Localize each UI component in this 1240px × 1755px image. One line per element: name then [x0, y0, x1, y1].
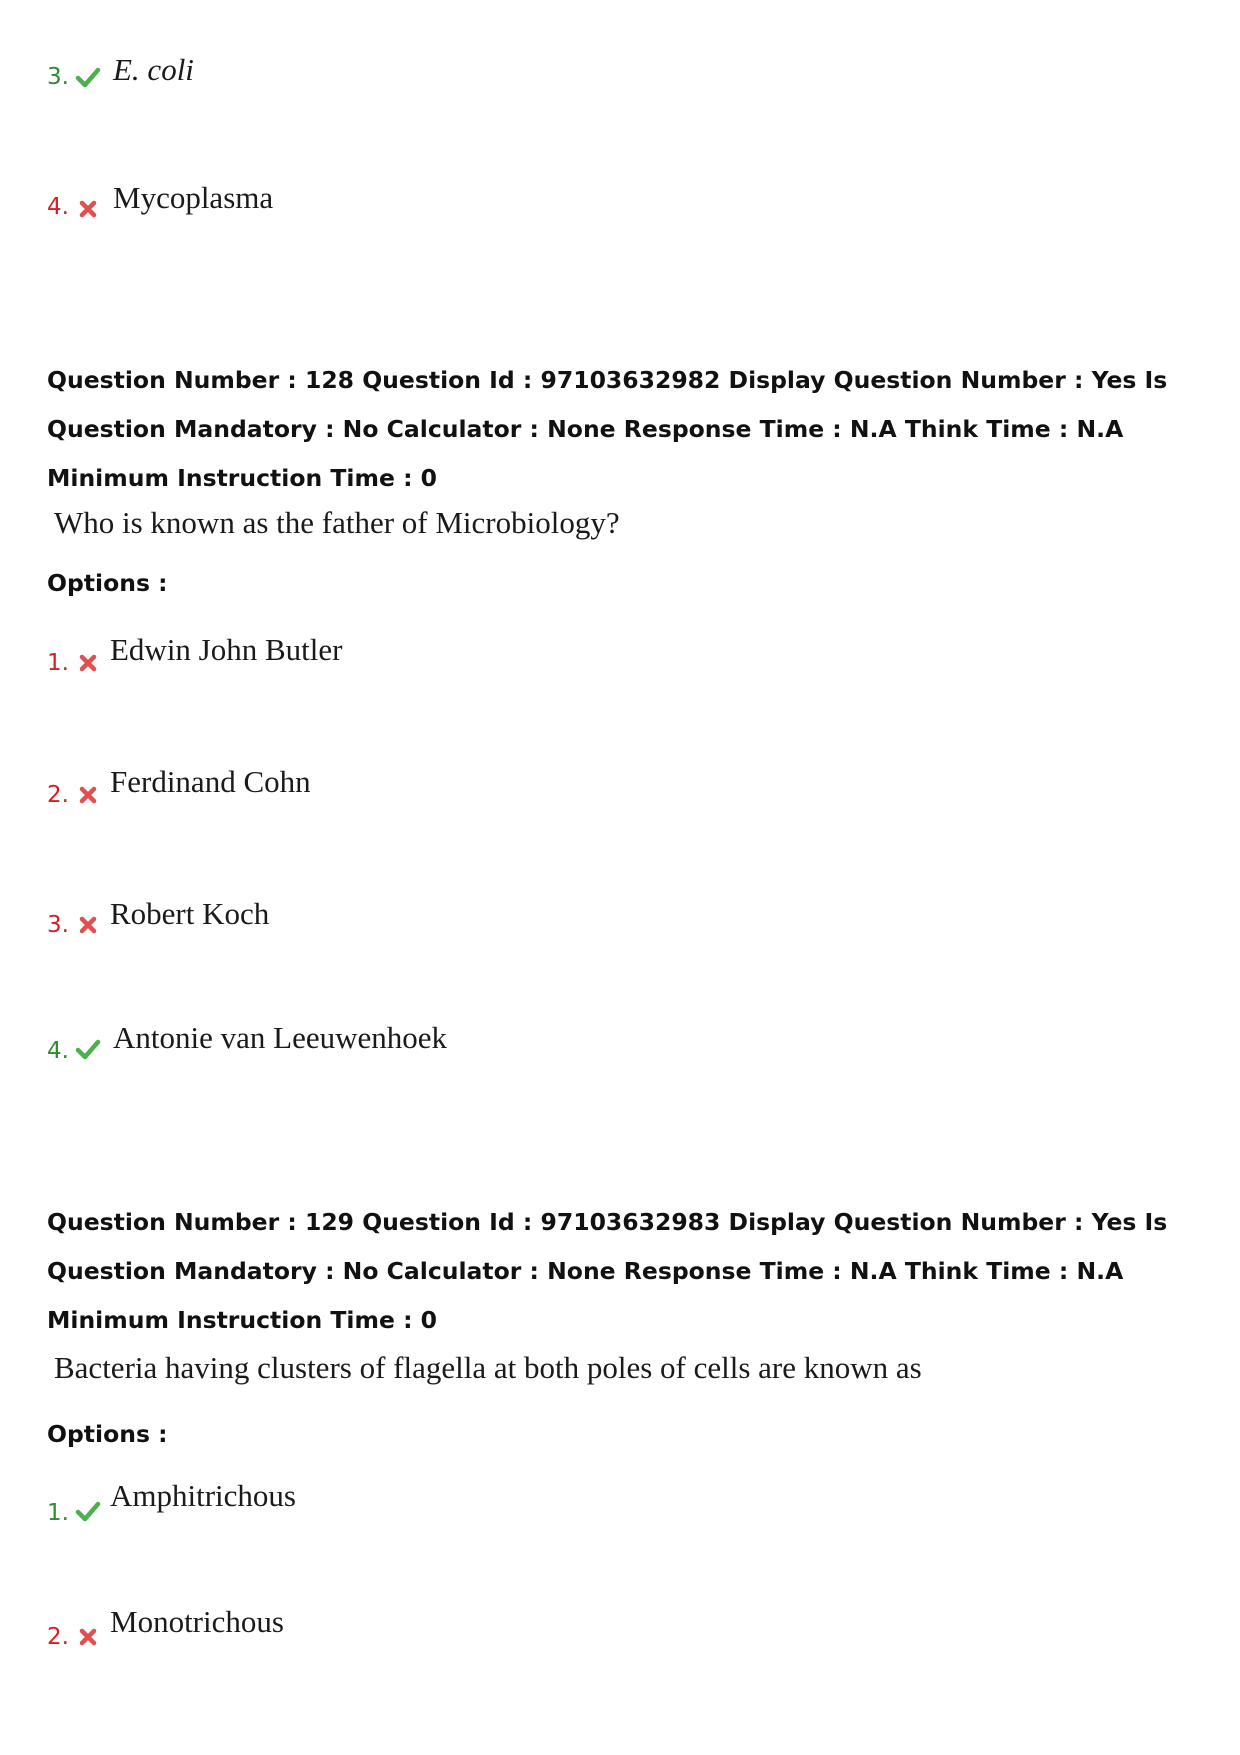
option-number: 1. [47, 650, 69, 676]
check-icon [75, 1036, 101, 1062]
option-text: Mycoplasma [113, 180, 274, 215]
cross-icon [75, 912, 101, 938]
option-number: 1. [47, 1500, 69, 1526]
check-icon [75, 64, 101, 90]
option-number: 4. [47, 1038, 69, 1064]
cross-icon [75, 650, 101, 676]
option-number: 2. [47, 782, 69, 808]
question-meta: Question Number : 128 Question Id : 97103632982 Display Question Number : Yes Is Question Mandatory : No Calculator : None Response Time : N.A Think Time : N.A Minimum Instruction Time : 0 [47, 366, 1168, 492]
check-icon [75, 1498, 101, 1524]
option-text: E. coli [113, 52, 194, 87]
option-text: Ferdinand Cohn [110, 764, 311, 799]
option-number: 3. [47, 912, 69, 938]
option-text: Edwin John Butler [110, 632, 343, 667]
option-text: Monotrichous [110, 1604, 284, 1639]
options-label: Options : [47, 1420, 168, 1448]
cross-icon [75, 1624, 101, 1650]
question-text: Bacteria having clusters of flagella at both poles of cells are known as [54, 1350, 922, 1385]
option-text: Amphitrichous [110, 1478, 296, 1513]
question-meta: Question Number : 129 Question Id : 97103632983 Display Question Number : Yes Is Question Mandatory : No Calculator : None Response Time : N.A Think Time : N.A Minimum Instruction Time : 0 [47, 1208, 1168, 1334]
option-text: Antonie van Leeuwenhoek [113, 1020, 447, 1055]
cross-icon [75, 196, 101, 222]
cross-icon [75, 782, 101, 808]
option-number: 3. [47, 64, 69, 90]
option-number: 2. [47, 1624, 69, 1650]
option-number: 4. [47, 194, 69, 220]
option-text: Robert Koch [110, 896, 270, 931]
options-label: Options : [47, 569, 168, 597]
question-text: Who is known as the father of Microbiology? [54, 505, 620, 540]
